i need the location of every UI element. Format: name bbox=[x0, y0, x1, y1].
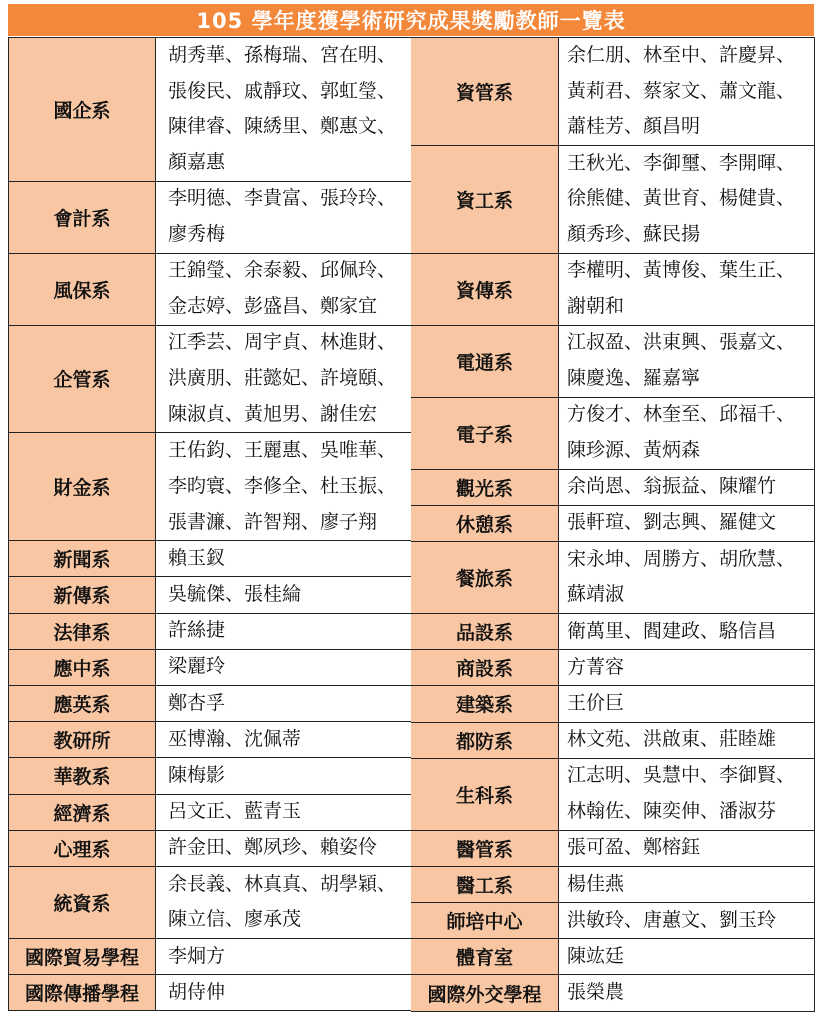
faculty-name-line: 江季芸、周宇貞、林進財、 bbox=[168, 331, 397, 354]
department-label: 風保系 bbox=[8, 254, 156, 325]
table-row bbox=[8, 722, 412, 758]
department-label: 新聞系 bbox=[8, 541, 156, 576]
faculty-name-line: 王佑鈞、王麗惠、吳唯華、 bbox=[168, 439, 397, 462]
department-label: 電子系 bbox=[411, 398, 559, 469]
page-title: 105 學年度獲學術研究成果獎勵教師一覽表 bbox=[8, 4, 814, 36]
faculty-names bbox=[156, 577, 412, 612]
faculty-name-line: 李昀寰、李修全、杜玉振、 bbox=[168, 474, 397, 497]
faculty-name-line: 江叔盈、洪東興、張嘉文、 bbox=[567, 331, 796, 354]
faculty-names bbox=[156, 831, 412, 866]
faculty-name-line: 陳梅影 bbox=[168, 764, 226, 787]
faculty-names bbox=[156, 939, 412, 974]
department-label: 師培中心 bbox=[411, 903, 559, 938]
table-row bbox=[411, 650, 815, 686]
faculty-name-line: 蘇靖淑 bbox=[567, 583, 625, 606]
table-row bbox=[8, 326, 412, 434]
faculty-names bbox=[559, 38, 815, 145]
faculty-name-line: 洪廣朋、莊懿妃、許境頤、 bbox=[168, 367, 397, 390]
department-label: 餐旅系 bbox=[411, 542, 559, 613]
faculty-names bbox=[559, 398, 815, 469]
faculty-name-line: 王价巨 bbox=[567, 692, 625, 715]
department-label: 會計系 bbox=[8, 182, 156, 253]
faculty-names bbox=[156, 650, 412, 685]
department-label: 觀光系 bbox=[411, 470, 559, 505]
faculty-name-line: 金志婷、彭盛昌、鄭家宜 bbox=[168, 295, 378, 318]
table-row bbox=[411, 38, 815, 146]
department-label: 休憩系 bbox=[411, 506, 559, 541]
faculty-name-line: 宋永坤、周勝方、胡欣慧、 bbox=[567, 547, 796, 570]
department-label: 教研所 bbox=[8, 722, 156, 757]
department-label: 品設系 bbox=[411, 614, 559, 649]
right-column bbox=[411, 37, 815, 1021]
department-label: 醫工系 bbox=[411, 867, 559, 902]
department-label: 企管系 bbox=[8, 326, 156, 433]
department-label: 經濟系 bbox=[8, 795, 156, 830]
department-label: 資管系 bbox=[411, 38, 559, 145]
faculty-name-line: 衛萬里、閻建政、駱信昌 bbox=[567, 619, 777, 642]
department-label: 心理系 bbox=[8, 831, 156, 866]
faculty-name-line: 江志明、吳慧中、李御賢、 bbox=[567, 764, 796, 787]
faculty-names bbox=[559, 867, 815, 902]
faculty-name-line: 林文苑、洪啟東、莊睦雄 bbox=[567, 728, 777, 751]
department-label: 應英系 bbox=[8, 686, 156, 721]
faculty-name-line: 王秋光、李御璽、李開暉、 bbox=[567, 151, 796, 174]
department-label: 資傳系 bbox=[411, 254, 559, 325]
faculty-name-line: 廖秀梅 bbox=[168, 223, 226, 246]
faculty-name-line: 吳毓傑、張桂綸 bbox=[168, 583, 302, 606]
table-row bbox=[411, 867, 815, 903]
table-row bbox=[411, 723, 815, 759]
faculty-names bbox=[156, 433, 412, 540]
faculty-names bbox=[156, 541, 412, 576]
faculty-names bbox=[156, 326, 412, 433]
faculty-name-line: 賴玉釵 bbox=[168, 546, 226, 569]
department-label: 法律系 bbox=[8, 614, 156, 649]
department-label: 國際外交學程 bbox=[411, 975, 559, 1010]
department-label: 華教系 bbox=[8, 758, 156, 793]
faculty-name-line: 李權明、黃博俊、葉生正、 bbox=[567, 259, 796, 282]
faculty-names bbox=[156, 614, 412, 649]
faculty-names bbox=[156, 867, 412, 938]
table-row bbox=[411, 614, 815, 650]
faculty-name-line: 張俊民、戚靜玟、郭虹瑩、 bbox=[168, 79, 397, 102]
faculty-names bbox=[156, 182, 412, 253]
table-row bbox=[411, 542, 815, 614]
faculty-name-line: 張可盈、鄭榕鈺 bbox=[567, 836, 701, 859]
faculty-names bbox=[156, 758, 412, 793]
faculty-name-line: 蕭桂芳、顏昌明 bbox=[567, 115, 701, 138]
faculty-name-line: 李明德、李貴富、張玲玲、 bbox=[168, 187, 397, 210]
left-column bbox=[8, 37, 412, 1021]
faculty-names bbox=[156, 795, 412, 830]
faculty-name-line: 方俊才、林奎至、邱福千、 bbox=[567, 403, 796, 426]
faculty-name-line: 楊佳燕 bbox=[567, 872, 625, 895]
table-row bbox=[8, 758, 412, 794]
faculty-name-line: 顏嘉惠 bbox=[168, 151, 226, 174]
faculty-names bbox=[559, 831, 815, 866]
table-row bbox=[411, 326, 815, 398]
table-row bbox=[8, 577, 412, 613]
faculty-name-line: 張榮農 bbox=[567, 981, 625, 1004]
faculty-name-line: 許金田、鄭夙珍、賴姿伶 bbox=[168, 836, 378, 859]
table-row bbox=[411, 686, 815, 722]
faculty-names bbox=[559, 759, 815, 830]
faculty-name-line: 胡侍伸 bbox=[168, 980, 226, 1003]
faculty-name-line: 巫博瀚、沈佩蒂 bbox=[168, 727, 302, 750]
faculty-name-line: 陳立信、廖承茂 bbox=[168, 908, 302, 931]
faculty-name-line: 方菁容 bbox=[567, 655, 625, 678]
faculty-name-line: 洪敏玲、唐蕙文、劉玉玲 bbox=[567, 908, 777, 931]
department-label: 電通系 bbox=[411, 326, 559, 397]
faculty-name-line: 顏秀珍、蘇民揚 bbox=[567, 223, 701, 246]
faculty-names bbox=[559, 903, 815, 938]
table-row bbox=[411, 759, 815, 831]
table-row bbox=[8, 614, 412, 650]
department-label: 醫管系 bbox=[411, 831, 559, 866]
faculty-name-line: 胡秀華、孫梅瑞、宮在明、 bbox=[168, 43, 397, 66]
faculty-name-line: 林翰佐、陳奕伸、潘淑芬 bbox=[567, 800, 777, 823]
faculty-names bbox=[156, 38, 412, 181]
table-row bbox=[8, 433, 412, 541]
faculty-names bbox=[559, 723, 815, 758]
table-row bbox=[8, 795, 412, 831]
table-row bbox=[411, 146, 815, 254]
faculty-name-line: 陳慶逸、羅嘉寧 bbox=[567, 367, 701, 390]
department-label: 新傳系 bbox=[8, 577, 156, 612]
table-row bbox=[8, 254, 412, 326]
faculty-name-line: 余長義、林真真、胡學穎、 bbox=[168, 872, 397, 895]
faculty-names bbox=[559, 975, 815, 1010]
department-label: 國企系 bbox=[8, 38, 156, 181]
department-label: 資工系 bbox=[411, 146, 559, 253]
faculty-name-line: 李炯方 bbox=[168, 944, 226, 967]
table-row bbox=[411, 398, 815, 470]
table-row bbox=[8, 686, 412, 722]
faculty-names bbox=[559, 650, 815, 685]
table-row bbox=[411, 470, 815, 506]
faculty-name-line: 陳淑貞、黃旭男、謝佳宏 bbox=[168, 402, 378, 425]
faculty-name-line: 梁麗玲 bbox=[168, 655, 226, 678]
table-row bbox=[8, 867, 412, 939]
faculty-names bbox=[559, 939, 815, 974]
table-row bbox=[411, 506, 815, 542]
faculty-name-line: 許絲捷 bbox=[168, 619, 226, 642]
department-label: 體育室 bbox=[411, 939, 559, 974]
table-row bbox=[411, 254, 815, 326]
faculty-name-line: 謝朝和 bbox=[567, 295, 625, 318]
faculty-names bbox=[559, 614, 815, 649]
table-row bbox=[8, 831, 412, 867]
table-row bbox=[411, 975, 815, 1011]
faculty-name-line: 黃莉君、蔡家文、蕭文龍、 bbox=[567, 79, 796, 102]
faculty-names bbox=[559, 542, 815, 613]
faculty-name-line: 陳竑廷 bbox=[567, 944, 625, 967]
faculty-name-line: 張書濂、許智翔、廖子翔 bbox=[168, 510, 378, 533]
table-row bbox=[8, 650, 412, 686]
department-label: 商設系 bbox=[411, 650, 559, 685]
faculty-names bbox=[559, 470, 815, 505]
faculty-name-line: 陳律睿、陳綉里、鄭惠文、 bbox=[168, 115, 397, 138]
faculty-name-line: 王錦瑩、余泰毅、邱佩玲、 bbox=[168, 259, 397, 282]
department-label: 國際傳播學程 bbox=[8, 975, 156, 1010]
faculty-name-line: 張軒瑄、劉志興、羅健文 bbox=[567, 511, 777, 534]
table-row bbox=[8, 975, 412, 1011]
faculty-name-line: 鄭杏孚 bbox=[168, 691, 226, 714]
department-label: 財金系 bbox=[8, 433, 156, 540]
table-row bbox=[8, 939, 412, 975]
faculty-name-line: 陳珍源、黃炳森 bbox=[567, 439, 701, 462]
faculty-names bbox=[559, 506, 815, 541]
faculty-names bbox=[559, 254, 815, 325]
table-row bbox=[8, 541, 412, 577]
table-row bbox=[411, 831, 815, 867]
faculty-names bbox=[156, 975, 412, 1010]
faculty-name-line: 余仁朋、林至中、許慶昇、 bbox=[567, 43, 796, 66]
faculty-name-line: 徐熊健、黃世育、楊健貴、 bbox=[567, 187, 796, 210]
faculty-names bbox=[156, 722, 412, 757]
department-label: 統資系 bbox=[8, 867, 156, 938]
department-label: 國際貿易學程 bbox=[8, 939, 156, 974]
department-label: 都防系 bbox=[411, 723, 559, 758]
department-label: 建築系 bbox=[411, 686, 559, 721]
faculty-name-line: 呂文正、藍青玉 bbox=[168, 800, 302, 823]
faculty-name-line: 余尚恩、翁振益、陳耀竹 bbox=[567, 475, 777, 498]
faculty-names bbox=[156, 254, 412, 325]
table-row bbox=[411, 903, 815, 939]
faculty-names bbox=[559, 686, 815, 721]
table-row bbox=[8, 182, 412, 254]
department-label: 應中系 bbox=[8, 650, 156, 685]
department-label: 生科系 bbox=[411, 759, 559, 830]
table-row bbox=[411, 939, 815, 975]
faculty-names bbox=[156, 686, 412, 721]
faculty-names bbox=[559, 146, 815, 253]
faculty-names bbox=[559, 326, 815, 397]
table-row bbox=[8, 38, 412, 182]
